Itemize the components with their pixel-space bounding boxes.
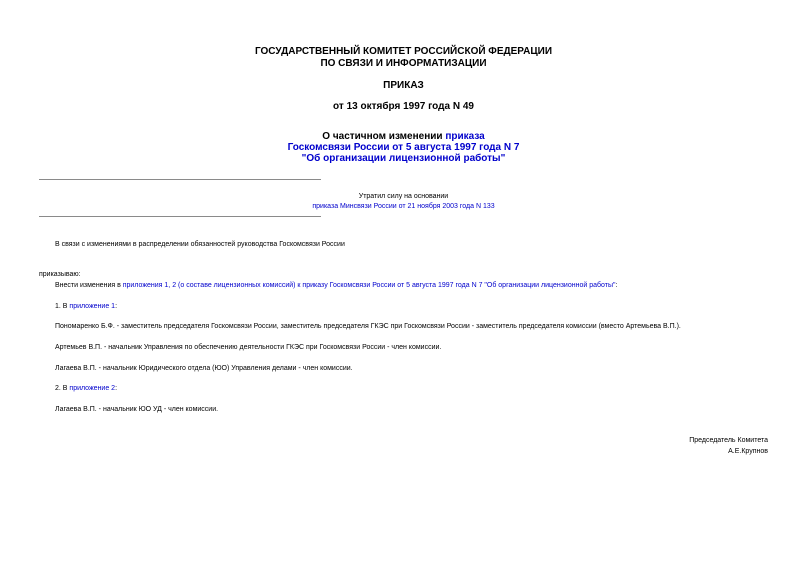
status-text: Утратил силу на основании (358, 193, 449, 200)
item2-line1: Лагаева В.П. - начальник ЮО УД - член комиссии. (55, 406, 219, 413)
item1-line3: Лагаева В.П. - начальник Юридического отдела (ЮО) Управления делами - член комиссии. (55, 365, 353, 372)
signature-name: А.Е.Крупнов (728, 448, 768, 455)
intro-suffix: : (615, 282, 618, 289)
item1-link[interactable]: приложение 1 (69, 303, 116, 310)
title-link-1[interactable]: приказа (445, 131, 485, 142)
item2-suffix: : (115, 385, 118, 392)
header-line2: ПО СВЯЗИ И ИНФОРМАТИЗАЦИИ (320, 58, 487, 69)
status-rule-top (39, 179, 321, 180)
signature-position: Председатель Комитета (689, 437, 768, 444)
title-link-2[interactable]: Госкомсвязи России от 5 августа 1997 года N 7 (287, 142, 520, 153)
item2-heading (55, 384, 117, 393)
title-link-3[interactable]: "Об организации лицензионной работы" (301, 153, 506, 164)
item2-prefix: 2. В (55, 385, 70, 392)
preamble: В связи с изменениями в распределении обязанностей руководства Госкомсвязи России (55, 241, 345, 248)
item1-line2: Артемьев В.П. - начальник Управления по обеспечению деятельности ГКЭС при Госкомсвязи России - член комиссии. (55, 344, 442, 351)
intro-prefix: Внести изменения в (55, 282, 123, 289)
order-word: приказываю: (39, 271, 81, 278)
status-link[interactable]: приказа Минсвязи России от 21 ноября 2003 года N 133 (312, 203, 495, 210)
item1-prefix: 1. В (55, 303, 70, 310)
item1-heading (55, 302, 117, 311)
item1-line1: Пономаренко Б.Ф. - заместитель председателя Госкомсвязи России, заместитель председателя ГКЭС при Госкомсвязи России - заместитель председателя комиссии (вместо Артемьева В.П.). (55, 323, 681, 330)
doc-date-number: от 13 октября 1997 года N 49 (333, 101, 474, 112)
header-line1: ГОСУДАРСТВЕННЫЙ КОМИТЕТ РОССИЙСКОЙ ФЕДЕРАЦИИ (254, 46, 553, 57)
title-prefix: О частичном изменении (322, 131, 446, 142)
intro-link[interactable]: приложения 1, 2 (о составе лицензионных комиссий) к приказу Госкомсвязи России от 5 августа 1997 года N 7 "Об организации лицензионной работы" (122, 282, 616, 289)
item2-link[interactable]: приложение 2 (69, 385, 116, 392)
status-rule-bottom (39, 216, 321, 217)
item1-suffix: : (115, 303, 118, 310)
doc-type: ПРИКАЗ (383, 80, 424, 91)
intro-paragraph (55, 281, 617, 290)
